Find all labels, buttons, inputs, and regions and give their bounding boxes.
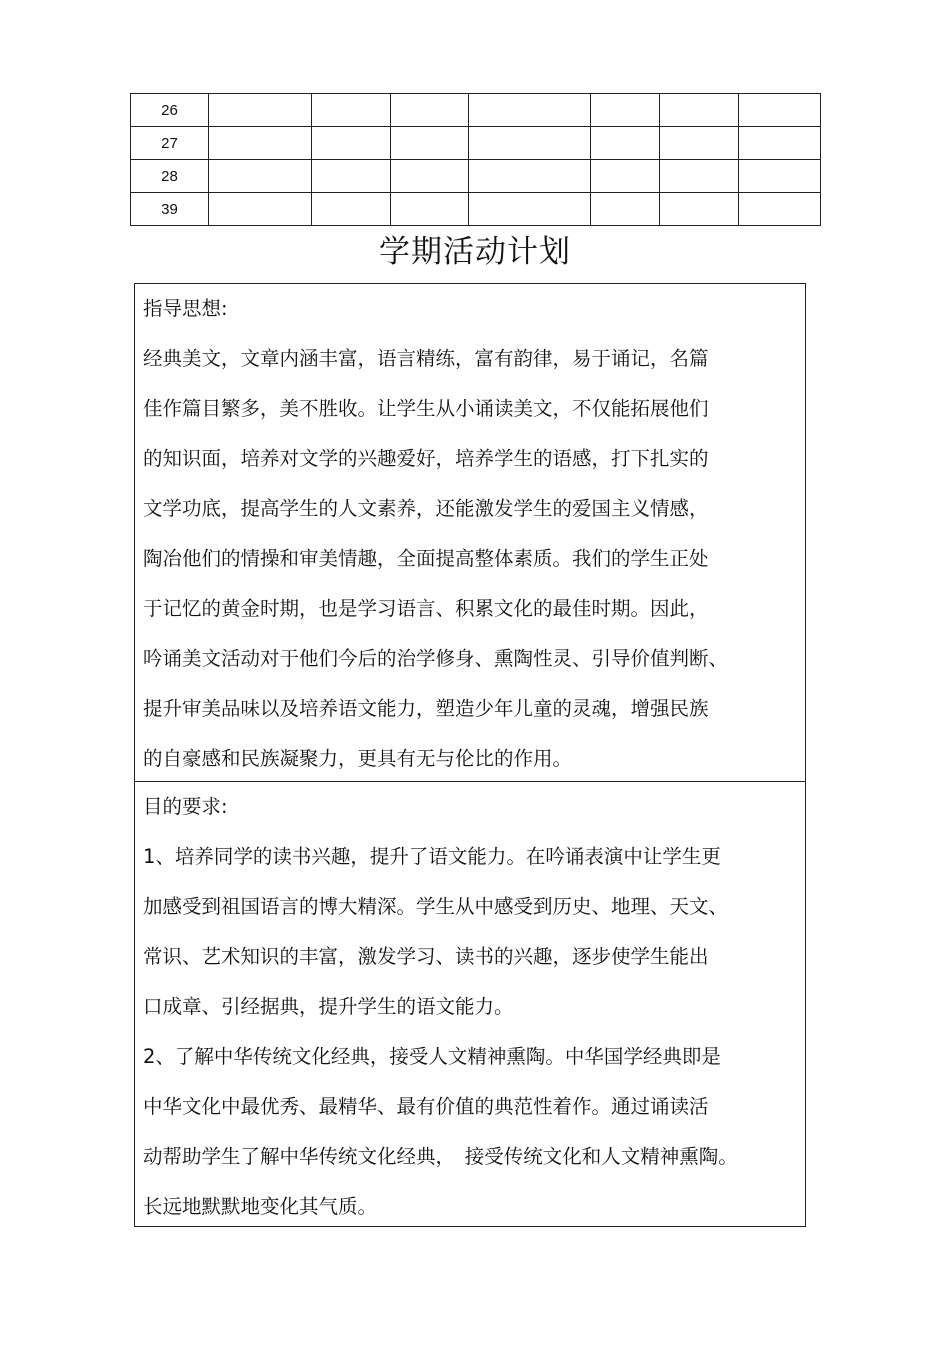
table-row (131, 160, 821, 193)
goal-line: 中华文化中最优秀、最精华、最有价值的典范性着作。通过诵读活 (143, 1095, 709, 1118)
table-cell (591, 160, 660, 193)
table-cell (312, 127, 391, 160)
table-cell (312, 160, 391, 193)
goal-line: 加感受到祖国语言的博大精深。学生从中感受到历史、地理、天文、 (143, 895, 729, 918)
guide-line: 提升审美品味以及培养语文能力，塑造少年儿童的灵魂，增强民族 (143, 697, 709, 720)
row-number: 39 (131, 193, 209, 226)
table-cell (739, 127, 821, 160)
goal-section (135, 781, 805, 1226)
table-cell (660, 94, 739, 127)
table-cell (739, 94, 821, 127)
row-number: 26 (131, 94, 209, 127)
table-cell (591, 193, 660, 226)
table-cell (660, 127, 739, 160)
table-cell (660, 193, 739, 226)
table-cell (739, 193, 821, 226)
guide-line: 文学功底，提高学生的人文素养，还能激发学生的爱国主义情感， (143, 497, 709, 520)
guide-line: 佳作篇目繁多，美不胜收。让学生从小诵读美文，不仅能拓展他们 (143, 397, 709, 420)
record-table (130, 93, 821, 226)
guide-line: 吟诵美文活动对于他们今后的治学修身、熏陶性灵、引导价值判断、 (143, 647, 729, 670)
guide-section (135, 284, 805, 781)
table-cell (391, 94, 469, 127)
table-cell (209, 127, 312, 160)
table-cell (209, 160, 312, 193)
table-cell (469, 160, 591, 193)
table-cell (312, 94, 391, 127)
table-cell (391, 193, 469, 226)
plan-box (134, 283, 806, 1227)
table-cell (209, 193, 312, 226)
table-cell (312, 193, 391, 226)
table-cell (591, 127, 660, 160)
table-row (131, 127, 821, 160)
guide-line: 于记忆的黄金时期，也是学习语言、积累文化的最佳时期。因此， (143, 597, 709, 620)
table-cell (469, 193, 591, 226)
goal-line: 常识、艺术知识的丰富，激发学习、读书的兴趣，逐步使学生能出 (143, 945, 709, 968)
table-row (131, 94, 821, 127)
guide-line: 的知识面，培养对文学的兴趣爱好，培养学生的语感，打下扎实的 (143, 447, 709, 470)
row-number: 27 (131, 127, 209, 160)
page-title: 学期活动计划 (379, 234, 571, 270)
guide-line: 经典美文，文章内涵丰富，语言精练，富有韵律，易于诵记，名篇 (143, 347, 709, 370)
table-cell (739, 160, 821, 193)
row-number: 28 (131, 160, 209, 193)
goal-heading: 目的要求: (143, 795, 228, 818)
table-cell (591, 94, 660, 127)
goal-line: 1、培养同学的读书兴趣，提升了语文能力。在吟诵表演中让学生更 (143, 845, 721, 868)
table-cell (660, 160, 739, 193)
guide-line: 的自豪感和民族凝聚力，更具有无与伦比的作用。 (143, 747, 573, 770)
table-cell (391, 127, 469, 160)
guide-heading: 指导思想: (143, 297, 228, 320)
table-cell (469, 127, 591, 160)
table-row (131, 193, 821, 226)
goal-line: 口成章、引经据典，提升学生的语文能力。 (143, 995, 514, 1018)
guide-line: 陶冶他们的情操和审美情趣，全面提高整体素质。我们的学生正处 (143, 547, 709, 570)
goal-line: 动帮助学生了解中华传统文化经典， 接受传统文化和人文精神熏陶。 (143, 1145, 738, 1168)
table-cell (391, 160, 469, 193)
goal-line: 长远地默默地变化其气质。 (143, 1195, 378, 1218)
table-cell (469, 94, 591, 127)
table-cell (209, 94, 312, 127)
goal-line: 2、了解中华传统文化经典，接受人文精神熏陶。中华国学经典即是 (143, 1045, 721, 1068)
